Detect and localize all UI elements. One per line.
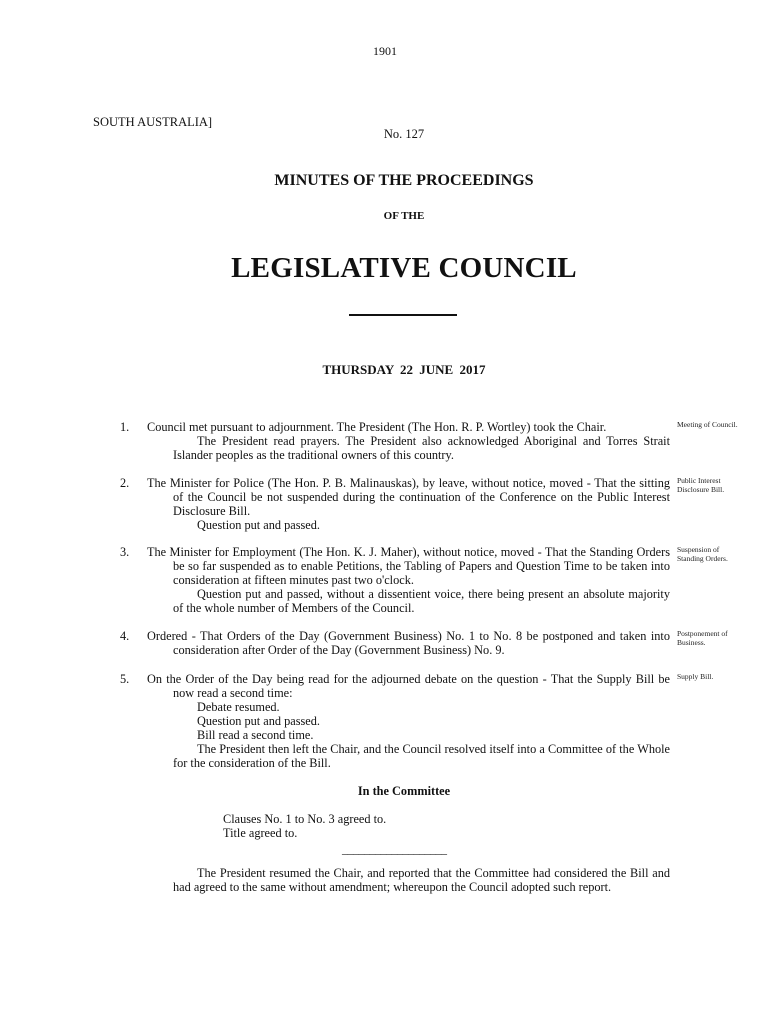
- item-paragraph: Question put and passed.: [197, 518, 320, 532]
- item-number: 5.: [120, 672, 130, 686]
- item-subline: Question put and passed.: [197, 714, 320, 728]
- item-subline: Bill read a second time.: [197, 728, 314, 742]
- item-number: 1.: [120, 420, 130, 434]
- item-text: Ordered - That Orders of the Day (Government Business) No. 1 to No. 8 be postponed and taken into consideration after Order of the Day (Government Business) No. 9.: [147, 629, 670, 657]
- margin-note: Public Interest Disclosure Bill.: [677, 476, 725, 494]
- margin-note: Meeting of Council.: [677, 420, 738, 429]
- item-number: 3.: [120, 545, 130, 559]
- item-text: Council met pursuant to adjournment. The President (The Hon. R. P. Wortley) took the Chair.: [147, 420, 607, 434]
- item-paragraph: The President then left the Chair, and the Council resolved itself into a Committee of the Whole for the consideration of the Bill.: [173, 742, 670, 770]
- item-paragraph: Question put and passed, without a dissentient voice, there being present an absolute majority of the whole number of Members of the Council.: [173, 587, 670, 615]
- item-paragraph: The President read prayers. The President also acknowledged Aboriginal and Torres Strait Islander peoples as the traditional owners of this country.: [173, 434, 670, 462]
- item-number: 4.: [120, 629, 130, 643]
- document-subtitle: OF THE: [383, 210, 425, 222]
- committee-report-text: The President resumed the Chair, and reported that the Committee had considered the Bill and had agreed to the same without amendment; whereupon the Council adopted such report.: [173, 866, 670, 894]
- item-text: The Minister for Employment (The Hon. K. J. Maher), without notice, moved - That the Standing Orders be so far suspended as to enable Petitions, the Tabling of Papers and Question Time to be taken into consideration at fifteen minutes past two o'clock.: [147, 545, 670, 587]
- committee-clause: Clauses No. 1 to No. 3 agreed to.: [223, 812, 387, 826]
- item-number: 2.: [120, 476, 130, 490]
- committee-clause: Title agreed to.: [223, 826, 298, 840]
- margin-note: Supply Bill.: [677, 672, 714, 681]
- document-title: MINUTES OF THE PROCEEDINGS: [274, 172, 534, 189]
- item-text: On the Order of the Day being read for the adjourned debate on the question - That the Supply Bill be now read a second time:: [147, 672, 670, 700]
- council-title: LEGISLATIVE COUNCIL: [231, 252, 577, 284]
- item-text: The Minister for Police (The Hon. P. B. Malinauskas), by leave, without notice, moved - That the sitting of the Council be not suspended during the continuation of the Conference on the Public Interest Disclosure Bill.: [147, 476, 670, 518]
- committee-heading: In the Committee: [357, 784, 451, 798]
- item-subline: Debate resumed.: [197, 700, 280, 714]
- margin-note: Suspension of Standing Orders.: [677, 545, 728, 563]
- margin-note: Postponement of Business.: [677, 629, 728, 647]
- issue-number: No. 127: [383, 127, 425, 141]
- page-number: 1901: [373, 44, 397, 58]
- state-label: SOUTH AUSTRALIA]: [93, 115, 213, 129]
- committee-report: [173, 866, 670, 894]
- sitting-date: THURSDAY 22 JUNE 2017: [322, 362, 486, 377]
- committee-separator: ___________________: [342, 842, 447, 856]
- title-divider: [349, 314, 457, 316]
